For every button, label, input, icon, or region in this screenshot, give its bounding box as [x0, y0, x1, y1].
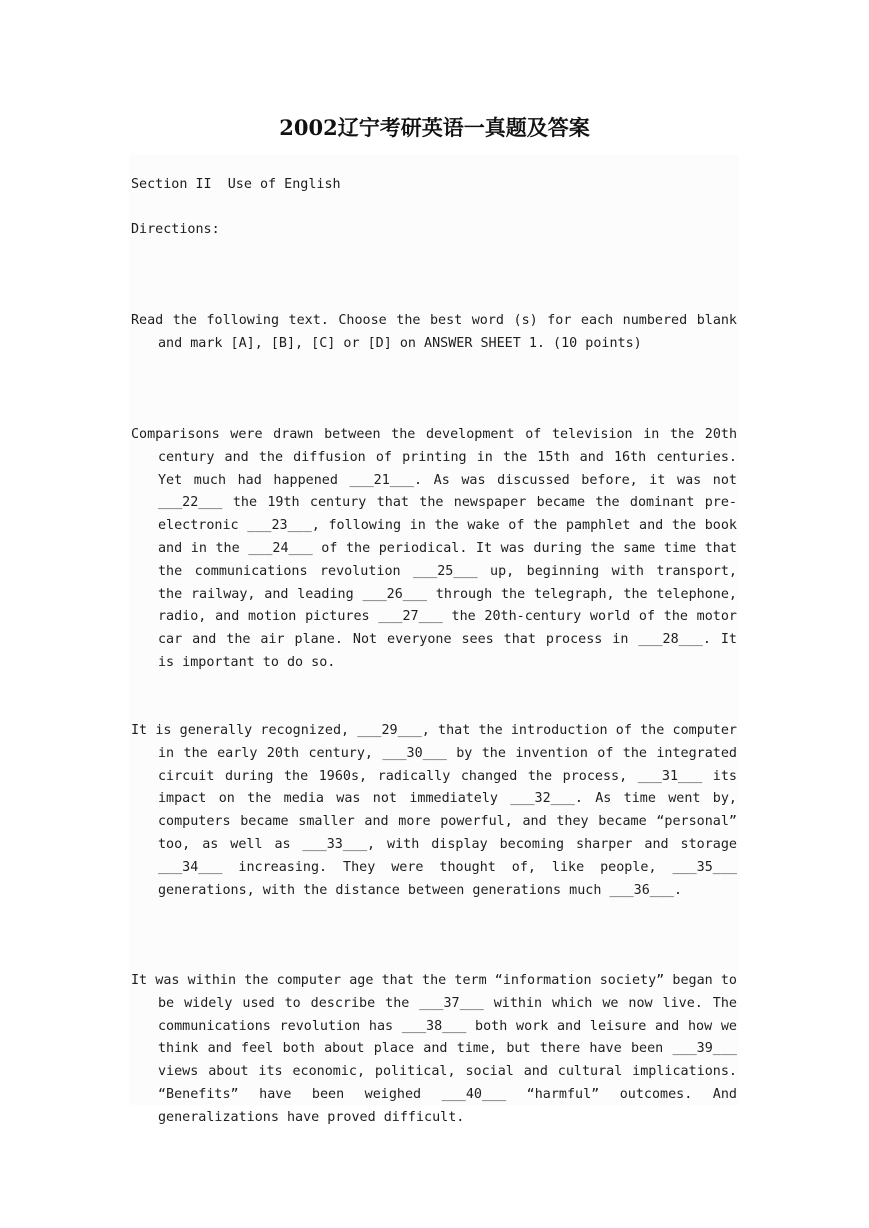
document-title: 2002辽宁考研英语一真题及答案	[279, 115, 590, 140]
section-heading: Section II Use of English	[131, 177, 341, 192]
passage-paragraph-3: It was within the computer age that the term “information society” began to be widely used to describe the ___37___ within which we now live. The communications revolution has ___38___ both work and leisure and how we think and feel both about place and time, but there have been ___39___ views about its economic, political, social and cultural implications. “Benefits” have been weighed ___40___ “harmful” outcomes. And generalizations have proved difficult.	[131, 973, 737, 1125]
directions-label: Directions:	[131, 222, 220, 237]
passage-paragraph-2: It is generally recognized, ___29___, that the introduction of the computer in the early 20th century, ___30___ by the invention of the integrated circuit during the 1960s, radically changed the process, ___31___ its impact on the media was not immediately ___32___. As time went by, computers became smaller and more powerful, and they became “personal” too, as well as ___33___, with display becoming sharper and storage ___34___ increasing. They were thought of, like people, ___35___ generations, with the distance between generations much ___36___.	[131, 723, 737, 898]
passage-paragraph-1: Comparisons were drawn between the development of television in the 20th century and the diffusion of printing in the 15th and 16th centuries. Yet much had happened ___21___. As was discussed before, it was not ___22___ the 19th century that the newspaper became the dominant pre-electronic ___23___, following in the wake of the pamphlet and the book and in the ___24___ of the periodical. It was during the same time that the communications revolution ___25___ up, beginning with transport, the railway, and leading ___26___ through the telegraph, the telephone, radio, and motion pictures ___27___ the 20th-century world of the motor car and the air plane. Not everyone sees that process in ___28___. It is important to do so.	[131, 427, 737, 670]
directions-text: Read the following text. Choose the best word (s) for each numbered blank and mark [A], [B], [C] or [D] on ANSWER SHEET 1. (10 points)	[131, 313, 737, 351]
